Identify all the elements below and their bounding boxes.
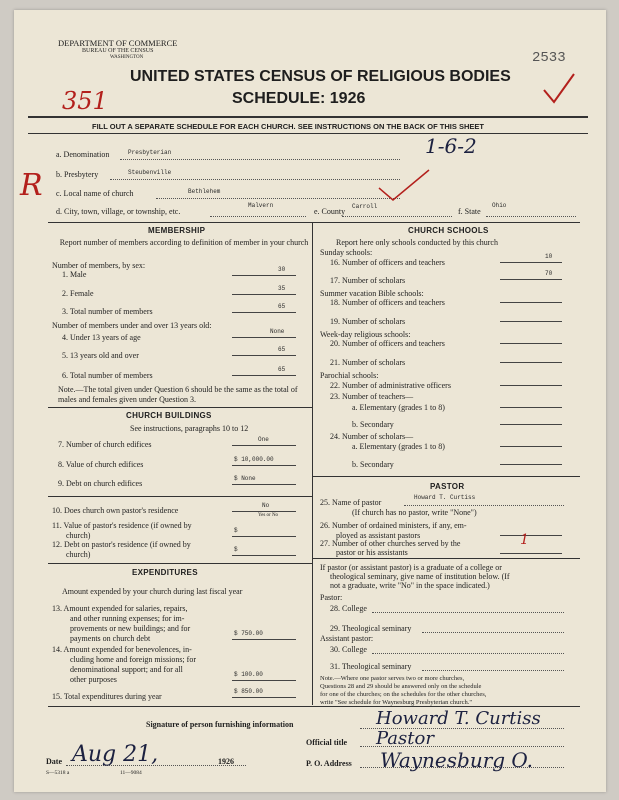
q7-value: One	[258, 436, 269, 443]
city-label-field: d. City, town, village, or township, etc.	[56, 207, 181, 216]
assistant-label: Assistant pastor:	[320, 634, 374, 643]
q9-value: $ None	[234, 475, 256, 482]
q13-label-b: and other running expenses; for im-	[70, 614, 185, 623]
grad-note-a: If pastor (or assistant pastor) is a graduate of a college or	[320, 563, 502, 572]
q14-label-b: cluding home and foreign missions; for	[70, 655, 196, 664]
membership-heading: MEMBERSHIP	[148, 226, 206, 235]
members-by-sex: Number of members, by sex:	[52, 261, 146, 270]
q25-value: Howard T. Curtiss	[414, 494, 476, 501]
official-title-label: Official title	[306, 738, 348, 747]
q12-label-a: 12. Debt on pastor's residence (if owned by	[52, 540, 191, 549]
q13-label-a: 13. Amount expended for salaries, repairs,	[52, 604, 188, 613]
address-label: P. O. Address	[306, 759, 352, 768]
q27-label-a: 27. Number of other churches served by the	[320, 539, 461, 548]
date-value: Aug 21,	[72, 742, 159, 767]
official-title-value: Pastor	[376, 728, 434, 749]
q13-label-c: provements or new buildings; and for	[70, 624, 191, 633]
q24b-label: b. Secondary	[352, 460, 394, 469]
bureau-label: BUREAU OF THE CENSUS	[82, 48, 154, 54]
q13-value: $ 750.00	[234, 630, 263, 637]
total6-label: 6. Total number of members	[62, 371, 153, 380]
male-label: 1. Male	[62, 270, 87, 279]
county-value: Carroll	[352, 203, 378, 210]
parochial-schools: Parochial schools:	[320, 371, 379, 380]
total-members-label: 3. Total number of members	[62, 307, 153, 316]
q31-label: 31. Theological seminary	[330, 662, 412, 671]
q10-label: 10. Does church own pastor's residence	[52, 506, 179, 515]
q28-label: 28. College	[330, 604, 367, 613]
q12-value: $	[234, 546, 238, 553]
total6-value: 65	[278, 366, 286, 373]
q26-label-a: 26. Number of ordained ministers, if any, em-	[320, 521, 467, 530]
q12-label-b: church)	[66, 550, 91, 559]
q17-label: 17. Number of scholars	[330, 276, 406, 285]
q25-label: 25. Name of pastor	[320, 498, 382, 507]
presbytery-label: b. Presbytery	[56, 170, 99, 179]
q24-label: 24. Number of scholars—	[330, 432, 414, 441]
schedule-title: SCHEDULE: 1926	[232, 90, 366, 107]
department-label: DEPARTMENT OF COMMERCE	[58, 38, 178, 48]
schools-sub: Report here only schools conducted by this church	[336, 238, 498, 247]
city-value: Malvern	[248, 202, 274, 209]
male-value: 30	[278, 266, 286, 273]
form-code: S—5318 a	[46, 770, 70, 776]
female-value: 35	[278, 285, 286, 292]
q14-label-d: other purposes	[70, 675, 117, 684]
q7-label: 7. Number of church edifices	[58, 440, 152, 449]
over13-value: 65	[278, 346, 286, 353]
q16-label: 16. Number of officers and teachers	[330, 258, 445, 267]
q11-label-b: church)	[66, 531, 91, 540]
q14-label-a: 14. Amount expended for benevolences, in-	[52, 645, 192, 654]
local-name-label: c. Local name of church	[56, 189, 134, 198]
q25-hint: (If church has no pastor, write "None")	[352, 508, 477, 517]
age-intro: Number of members under and over 13 years old:	[52, 321, 212, 330]
check-mark-icon	[540, 70, 580, 110]
q10-hint: Yes or No	[258, 513, 279, 518]
print-code: 11—9084	[120, 770, 142, 776]
pastor-label: Pastor:	[320, 593, 343, 602]
expenditures-sub: Amount expended by your church during last fiscal year	[62, 587, 243, 596]
q23-label: 23. Number of teachers—	[330, 392, 414, 401]
pastor-note-c: for one of the churches; on the schedules for the other churches,	[320, 691, 487, 698]
address-value: Waynesburg O.	[380, 748, 534, 772]
membership-note: Note.—The total given under Question 6 should be the same as the total of males and females given under Question 3.	[58, 385, 298, 404]
q23b-label: b. Secondary	[352, 420, 394, 429]
expenditures-heading: EXPENDITURES	[132, 568, 198, 577]
denomination-label: a. Denomination	[56, 150, 110, 159]
red-tick-icon	[375, 168, 435, 208]
city-label: WASHINGTON	[110, 55, 144, 60]
sunday-schools: Sunday schools:	[320, 248, 373, 257]
signature-label: Signature of person furnishing information	[146, 720, 294, 729]
county-label: e. County	[314, 207, 346, 216]
q27-label-b: pastor or his assistants	[336, 548, 408, 557]
signature-value: Howard T. Curtiss	[376, 708, 541, 729]
q21-label: 21. Number of scholars	[330, 358, 406, 367]
q11-value: $	[234, 527, 238, 534]
under13-value: None	[270, 328, 285, 335]
weekday-schools: Week-day religious schools:	[320, 330, 411, 339]
q14-value: $ 100.00	[234, 671, 263, 678]
form-number: 2533	[532, 50, 566, 66]
female-label: 2. Female	[62, 289, 94, 298]
schools-heading: CHURCH SCHOOLS	[408, 226, 489, 235]
q22-label: 22. Number of administrative officers	[330, 381, 451, 390]
date-year: 1926	[218, 757, 234, 766]
presbytery-value: Steubenville	[128, 169, 172, 176]
membership-intro: Report number of members according to definition of member in your church	[59, 238, 309, 247]
handwritten-number: 351	[62, 87, 108, 115]
q11-label-a: 11. Value of pastor's residence (if owned by	[52, 521, 192, 530]
q23a-label: a. Elementary (grades 1 to 8)	[352, 403, 445, 412]
denomination-value: Presbyterian	[128, 149, 172, 156]
q16-value: 10	[545, 253, 553, 260]
grad-note-c: not a graduate, write "No" in the space indicated.)	[330, 581, 490, 590]
q8-label: 8. Value of church edifices	[58, 460, 144, 469]
q30-label: 30. College	[330, 645, 367, 654]
summer-schools: Summer vacation Bible schools:	[320, 289, 424, 298]
buildings-heading: CHURCH BUILDINGS	[126, 411, 212, 420]
q19-label: 19. Number of scholars	[330, 317, 406, 326]
q14-label-c: denominational support; and for all	[70, 665, 183, 674]
form-title: UNITED STATES CENSUS OF RELIGIOUS BODIES	[130, 68, 511, 85]
grad-note-b: theological seminary, give name of institution below. (If	[330, 572, 510, 581]
q10-value: No	[262, 502, 270, 509]
local-name-value: Bethlehem	[188, 188, 221, 195]
handwritten-code: 1-6-2	[425, 134, 477, 158]
buildings-sub: See instructions, paragraphs 10 to 12	[130, 424, 249, 433]
q20-label: 20. Number of officers and teachers	[330, 339, 445, 348]
pastor-note-b: Questions 28 and 29 should be answered only on the schedule	[320, 683, 482, 690]
instruction-text: FILL OUT A SEPARATE SCHEDULE FOR EACH CHURCH. SEE INSTRUCTIONS ON THE BACK OF THIS SHEET	[92, 122, 484, 131]
q15-value: $ 850.00	[234, 688, 263, 695]
q17-value: 70	[545, 270, 553, 277]
q27-value: 1	[520, 532, 529, 548]
q26-label-b: ployed as assistant pastors	[336, 531, 421, 540]
pastor-heading: PASTOR	[430, 482, 465, 491]
under13-label: 4. Under 13 years of age	[62, 333, 141, 342]
q29-label: 29. Theological seminary	[330, 624, 412, 633]
pastor-note-d: write "See schedule for Waynesburg Presbyterian church."	[320, 699, 473, 706]
handwritten-r-mark: R	[20, 168, 43, 203]
state-label: f. State	[458, 207, 481, 216]
q8-value: $ 10,000.00	[234, 456, 274, 463]
q13-label-d: payments on church debt	[70, 634, 151, 643]
total-members-value: 65	[278, 303, 286, 310]
q24a-label: a. Elementary (grades 1 to 8)	[352, 442, 445, 451]
date-label: Date	[46, 757, 62, 766]
q9-label: 9. Debt on church edifices	[58, 479, 143, 488]
state-value: Ohio	[492, 202, 507, 209]
q15-label: 15. Total expenditures during year	[52, 692, 162, 701]
q18-label: 18. Number of officers and teachers	[330, 298, 445, 307]
over13-label: 5. 13 years old and over	[62, 351, 139, 360]
pastor-note-a: Note.—Where one pastor serves two or more churches,	[320, 675, 465, 682]
